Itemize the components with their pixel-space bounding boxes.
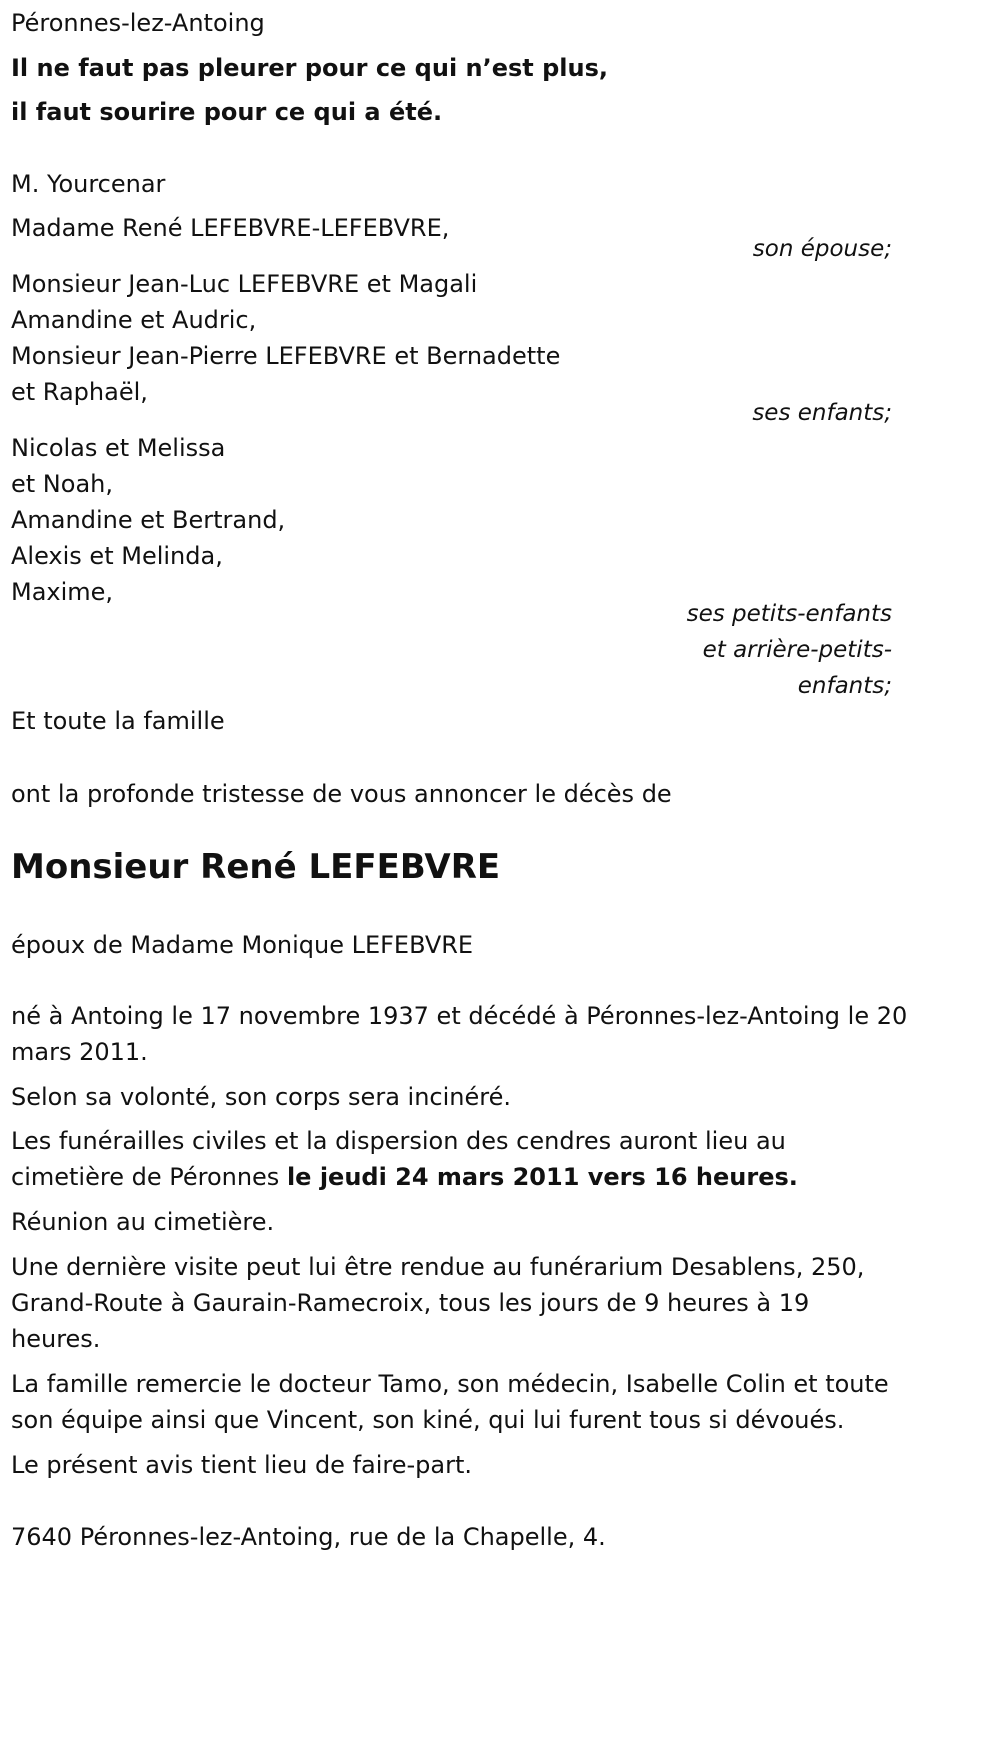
notice-text: Le présent avis tient lieu de faire-part. [11,1451,473,1479]
grandchild-line-5: Maxime, [11,578,114,606]
visit-line-2: Grand-Route à Gaurain-Ramecroix, tous les jours de 9 heures à 19 [11,1289,810,1317]
address: 7640 Péronnes-lez-Antoing, rue de la Chapelle, 4. [11,1523,606,1551]
grandchild-line-3: Amandine et Bertrand, [11,506,286,534]
thanks-line-1: La famille remercie le docteur Tamo, son médecin, Isabelle Colin et toute [11,1370,889,1398]
spouse-of: époux de Madame Monique LEFEBVRE [11,931,474,959]
child-line-1: Monsieur Jean-Luc LEFEBVRE et Magali [11,270,478,298]
grandchild-line-1: Nicolas et Melissa [11,434,226,462]
grandchildren-role-2: et arrière-petits- [702,637,892,663]
location-heading: Péronnes-lez-Antoing [11,9,265,37]
grandchildren-role-3: enfants; [797,673,892,699]
funeral-date: le jeudi 24 mars 2011 vers 16 heures. [286,1163,798,1191]
grandchildren-role-1: ses petits-enfants [686,601,892,627]
child-line-2: Amandine et Audric, [11,306,257,334]
quote-line-2: il faut sourire pour ce qui a été. [11,98,443,126]
spouse-name: Madame René LEFEBVRE-LEFEBVRE, [11,214,450,242]
thanks-line-2: son équipe ainsi que Vincent, son kiné, qui lui furent tous si dévoués. [11,1406,845,1434]
funeral-line-2 [11,1161,798,1193]
grandchild-line-4: Alexis et Melinda, [11,542,223,570]
announcement-intro: ont la profonde tristesse de vous annoncer le décès de [11,780,672,808]
cremation-text: Selon sa volonté, son corps sera incinéré. [11,1083,511,1111]
quote-author: M. Yourcenar [11,170,166,198]
child-line-4: et Raphaël, [11,378,148,406]
grandchild-line-2: et Noah, [11,470,113,498]
spouse-role: son épouse; [752,236,892,262]
funeral-place: cimetière de Péronnes [11,1163,287,1191]
birth-death-line-1: né à Antoing le 17 novembre 1937 et décédé à Péronnes-lez-Antoing le 20 [11,1002,908,1030]
funeral-line-1: Les funérailles civiles et la dispersion des cendres auront lieu au [11,1127,786,1155]
children-role: ses enfants; [752,400,892,426]
quote-line-1: Il ne faut pas pleurer pour ce qui n’est plus, [11,54,609,82]
visit-line-1: Une dernière visite peut lui être rendue au funérarium Desablens, 250, [11,1253,865,1281]
other-family: Et toute la famille [11,707,225,735]
visit-line-3: heures. [11,1325,101,1353]
deceased-name: Monsieur René LEFEBVRE [11,847,501,887]
child-line-3: Monsieur Jean-Pierre LEFEBVRE et Bernadette [11,342,561,370]
meeting-text: Réunion au cimetière. [11,1208,275,1236]
birth-death-line-2: mars 2011. [11,1038,148,1066]
